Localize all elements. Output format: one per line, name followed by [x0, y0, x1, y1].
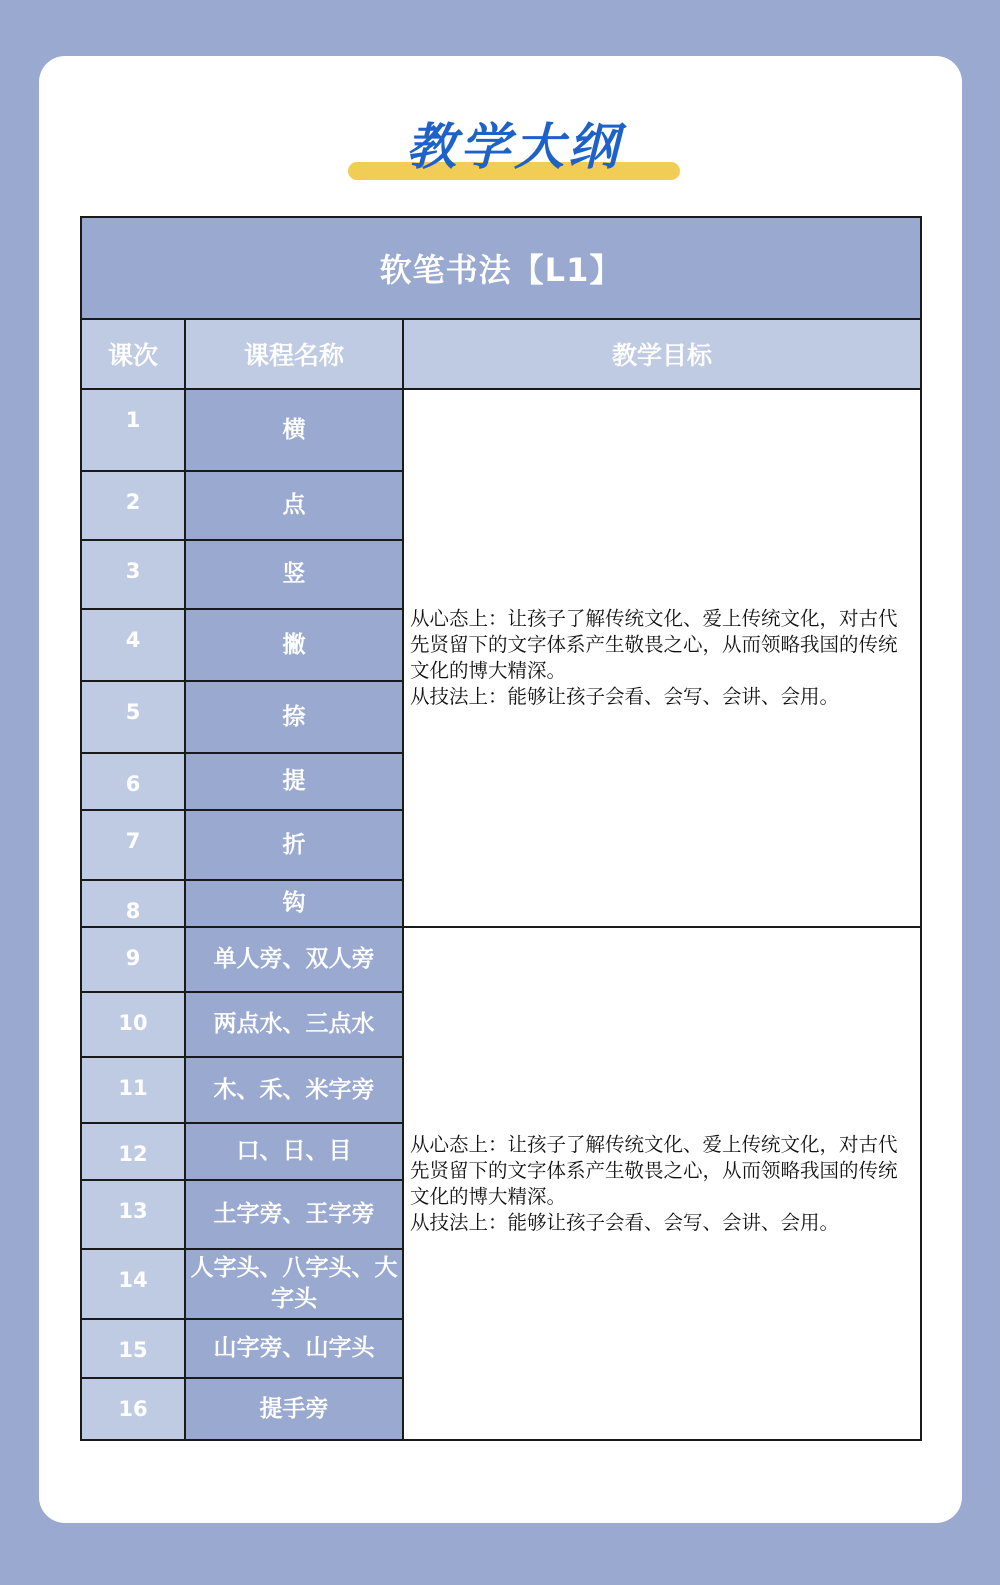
- lesson-name: 单人旁、双人旁: [185, 927, 403, 992]
- lesson-number: 8: [81, 880, 185, 927]
- lesson-name: 钩: [185, 880, 403, 927]
- lesson-number: 1: [81, 389, 185, 471]
- lesson-name: 提: [185, 753, 403, 810]
- lesson-name: 山字旁、山字头: [185, 1319, 403, 1378]
- lesson-name: 点: [185, 471, 403, 540]
- lesson-number: 10: [81, 992, 185, 1057]
- header-goal: 教学目标: [403, 319, 921, 389]
- teaching-goal-2: 从心态上：让孩子了解传统文化、爱上传统文化，对古代先贤留下的文字体系产生敬畏之心，从而领略我国的传统文化的博大精深。 从技法上：能够让孩子会看、会写、会讲、会用。: [403, 927, 921, 1440]
- lesson-number: 5: [81, 681, 185, 753]
- table-row: [81, 927, 921, 992]
- lesson-number: 14: [81, 1249, 185, 1319]
- lesson-number: 9: [81, 927, 185, 992]
- lesson-name: 横: [185, 389, 403, 471]
- page-title-block: [348, 116, 680, 186]
- header-lesson-no: 课次: [81, 319, 185, 389]
- lesson-name: 提手旁: [185, 1378, 403, 1440]
- teaching-goal-1: 从心态上：让孩子了解传统文化、爱上传统文化，对古代先贤留下的文字体系产生敬畏之心，从而领略我国的传统文化的博大精深。 从技法上：能够让孩子会看、会写、会讲、会用。: [403, 389, 921, 927]
- lesson-name: 撇: [185, 609, 403, 681]
- lesson-name: 人字头、八字头、大字头: [185, 1249, 403, 1319]
- lesson-name: 土字旁、王字旁: [185, 1180, 403, 1249]
- lesson-name: 口、日、目: [185, 1123, 403, 1180]
- lesson-number: 3: [81, 540, 185, 609]
- syllabus-table: [80, 216, 922, 1441]
- lesson-name: 捺: [185, 681, 403, 753]
- header-course-name: 课程名称: [185, 319, 403, 389]
- lesson-number: 16: [81, 1378, 185, 1440]
- table-header-row: [81, 319, 921, 389]
- lesson-name: 木、禾、米字旁: [185, 1057, 403, 1123]
- lesson-name: 两点水、三点水: [185, 992, 403, 1057]
- page-title: 教学大纲: [406, 118, 622, 176]
- table-row: [81, 389, 921, 471]
- lesson-number: 13: [81, 1180, 185, 1249]
- lesson-name: 折: [185, 810, 403, 880]
- lesson-number: 12: [81, 1123, 185, 1180]
- lesson-number: 2: [81, 471, 185, 540]
- course-title: 软笔书法【L1】: [81, 217, 921, 319]
- lesson-number: 11: [81, 1057, 185, 1123]
- lesson-number: 15: [81, 1319, 185, 1378]
- lesson-number: 6: [81, 753, 185, 810]
- lesson-name: 竖: [185, 540, 403, 609]
- lesson-number: 7: [81, 810, 185, 880]
- lesson-number: 4: [81, 609, 185, 681]
